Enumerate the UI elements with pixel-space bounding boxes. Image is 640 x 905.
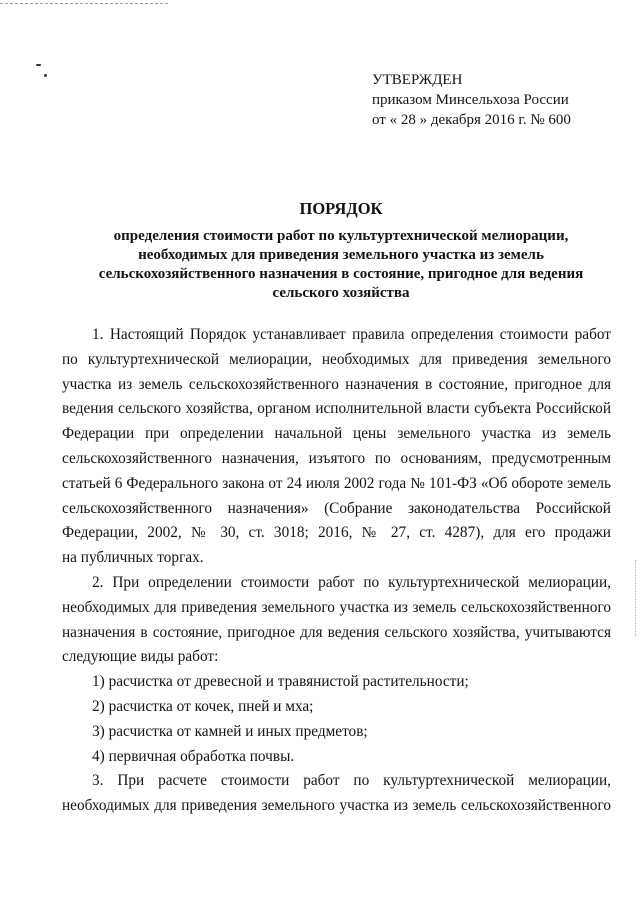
work-item: 2) расчистка от кочек, пней и мха; [92, 697, 314, 715]
clause-1-line: ведения сельского хозяйства, органом исполнительной власти субъекта Российской [62, 400, 611, 418]
title-subtitle-line: сельского хозяйства [272, 285, 410, 301]
approval-heading: УТВЕРЖДЕН [372, 72, 463, 88]
title-subtitle-line: определения стоимости работ по культуртехнической мелиорации, [113, 228, 569, 244]
title-subtitle-line: необходимых для приведения земельного участка из земель [138, 247, 544, 263]
scan-speck [36, 64, 41, 66]
title-subtitle-line: сельскохозяйственного назначения в состояние, пригодное для ведения [98, 266, 584, 282]
clause-1-line: по культуртехнической мелиорации, необходимых для приведения земельного [62, 350, 611, 368]
clause-2-line: необходимых для приведения земельного участка из земель сельскохозяйственного [62, 598, 611, 616]
approval-block [372, 70, 571, 130]
clause-1-line: на публичных торгах. [62, 549, 204, 567]
approval-line: от « 28 » декабря 2016 г. № 600 [372, 112, 571, 128]
clause-1-line: статьей 6 Федерального закона от 24 июля 2002 года № 101-ФЗ «Об обороте земель [62, 474, 611, 492]
scan-speck [44, 74, 47, 77]
clause-1-line: 1. Настоящий Порядок устанавливает правила определения стоимости работ [92, 326, 611, 343]
clause-1-line: участка из земель сельскохозяйственного назначения в состояние, пригодное для [62, 375, 611, 393]
clause-1-line: сельскохозяйственного назначения» (Собрание законодательства Российской [62, 499, 611, 517]
document-body [62, 323, 611, 819]
clause-3-line: 3. При расчете стоимости работ по культуртехнической мелиорации, [92, 772, 611, 790]
scan-edge-mark [633, 560, 636, 636]
clause-2-line: следующие виды работ: [62, 648, 219, 666]
work-item: 1) расчистка от древесной и травянистой растительности; [92, 673, 469, 691]
clause-3-line: необходимых для приведения земельного участка из земель сельскохозяйственного [62, 797, 611, 815]
title-main: ПОРЯДОК [299, 199, 383, 218]
work-item: 3) расчистка от камней и иных предметов; [92, 722, 368, 740]
clause-1-line: Федерации при определении начальной цены земельного участка из земель [62, 425, 611, 443]
clause-2-line: назначения в состояние, пригодное для ведения сельского хозяйства, учитываются [62, 623, 611, 641]
clause-1-line: Федерации, 2002, № 30, ст. 3018; 2016, № 27, ст. 4287), для его продажи [62, 524, 611, 542]
work-item: 4) первичная обработка почвы. [92, 747, 295, 765]
clause-1-line: сельскохозяйственного назначения, изъятого по основаниям, предусмотренным [62, 449, 611, 467]
approval-line: приказом Минсельхоза России [372, 92, 569, 108]
scan-edge-line [0, 3, 168, 4]
clause-2-line: 2. При определении стоимости работ по культуртехнической мелиорации, [92, 573, 611, 591]
document-title [56, 199, 626, 303]
